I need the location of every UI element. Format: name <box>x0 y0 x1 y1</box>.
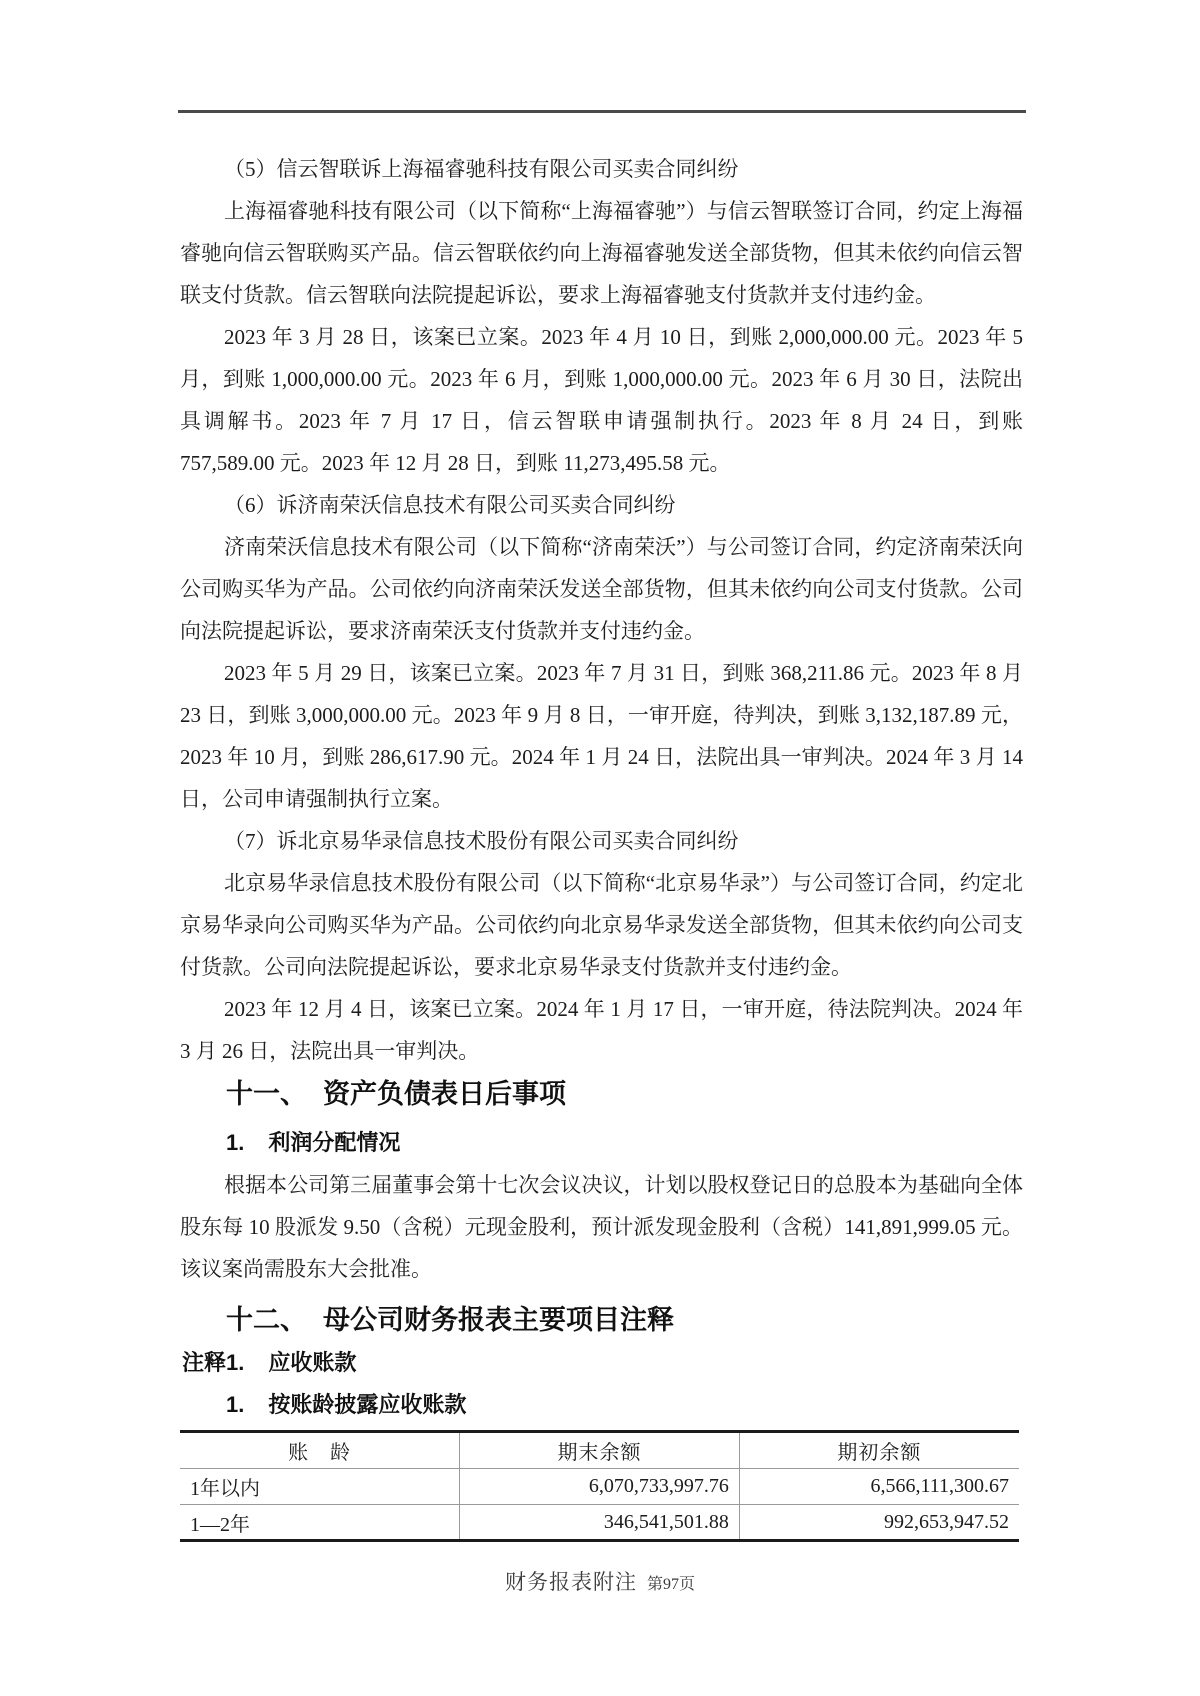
document-content <box>180 148 1023 1542</box>
note-1-subheading <box>180 1342 1023 1384</box>
case-6-heading: （6）诉济南荣沃信息技术有限公司买卖合同纠纷 <box>224 493 676 517</box>
page-footer <box>0 1566 1200 1596</box>
case-6-timeline-paragraph: 2023 年 5 月 29 日，该案已立案。2023 年 7 月 31 日，到账 368,211.86 元。2023 年 8 月 23 日，到账 3,000,000.00 元。2023 年 9 月 8 日，一审开庭，待判决，到账 3,132,187.89 元，2023 年 10 月，到账 286,617.90 元。2024 年 1 月 24 日，法院出具一审判决。2024 年 3 月 14 日，公司申请强制执行立案。 <box>180 661 1023 811</box>
aging-disclosure-subheading <box>180 1384 1023 1426</box>
profit-distribution-subheading <box>180 1122 1023 1164</box>
table-row <box>180 1469 1019 1505</box>
case-5-heading: （5）信云智联诉上海福睿驰科技有限公司买卖合同纠纷 <box>224 157 739 181</box>
opening-balance-value: 992,653,947.52 <box>739 1505 1019 1541</box>
page-number: 第97页 <box>646 1576 695 1593</box>
footer-label: 财务报表附注 <box>504 1570 637 1594</box>
aging-disclosure-number: 1. <box>226 1392 245 1417</box>
column-header-aging: 账 龄 <box>180 1432 460 1469</box>
aging-label: 1年以内 <box>180 1469 460 1505</box>
aging-label: 1—2年 <box>190 1513 250 1536</box>
case-7-paragraph: 北京易华录信息技术股份有限公司（以下简称“北京易华录”）与公司签订合同，约定北京易华录向公司购买华为产品。公司依约向北京易华录发送全部货物，但其未依约向公司支付货款。公司向法院提起诉讼，要求北京易华录支付货款并支付违约金。 <box>180 871 1023 979</box>
case-6-paragraph: 济南荣沃信息技术有限公司（以下简称“济南荣沃”）与公司签订合同，约定济南荣沃向公司购买华为产品。公司依约向济南荣沃发送全部货物，但其未依约向公司支付货款。公司向法院提起诉讼，要求济南荣沃支付货款并支付违约金。 <box>180 535 1023 643</box>
profit-distribution-title: 利润分配情况 <box>268 1130 401 1155</box>
closing-balance-value: 346,541,501.88 <box>460 1505 740 1541</box>
profit-distribution-number: 1. <box>226 1130 245 1155</box>
section-12-number: 十二、 <box>226 1305 307 1335</box>
note-1-title: 应收账款 <box>268 1350 357 1375</box>
aging-disclosure-title: 按账龄披露应收账款 <box>268 1392 467 1417</box>
table-header-row <box>180 1432 1019 1469</box>
case-5-timeline-paragraph: 2023 年 3 月 28 日，该案已立案。2023 年 4 月 10 日，到账 2,000,000.00 元。2023 年 5 月，到账 1,000,000.00 元。2023 年 6 月，到账 1,000,000.00 元。2023 年 6 月 30 日，法院出具调解书。2023 年 7 月 17 日，信云智联申请强制执行。2023 年 8 月 24 日，到账 757,589.00 元。2023 年 12 月 28 日，到账 11,273,495.58 元。 <box>180 325 1023 475</box>
table-row <box>180 1505 1019 1541</box>
case-5-paragraph: 上海福睿驰科技有限公司（以下简称“上海福睿驰”）与信云智联签订合同，约定上海福睿驰向信云智联购买产品。信云智联依约向上海福睿驰发送全部货物，但其未依约向信云智联支付货款。信云智联向法院提起诉讼，要求上海福睿驰支付货款并支付违约金。 <box>180 199 1023 307</box>
section-11-number: 十一、 <box>226 1079 307 1109</box>
note-1-number: 注释1. <box>182 1350 245 1375</box>
section-12-title: 母公司财务报表主要项目注释 <box>323 1305 674 1335</box>
closing-balance-value: 6,070,733,997.76 <box>460 1469 740 1505</box>
section-12-heading <box>180 1298 1023 1342</box>
section-11-title: 资产负债表日后事项 <box>323 1079 566 1109</box>
accounts-receivable-aging-table <box>180 1430 1019 1542</box>
opening-balance-value: 6,566,111,300.67 <box>739 1469 1019 1505</box>
case-7-timeline-paragraph: 2023 年 12 月 4 日，该案已立案。2024 年 1 月 17 日，一审开庭，待法院判决。2024 年 3 月 26 日，法院出具一审判决。 <box>180 997 1023 1063</box>
column-header-opening-balance: 期初余额 <box>739 1432 1019 1469</box>
column-header-closing-balance: 期末余额 <box>460 1432 740 1469</box>
header-rule <box>178 110 1026 113</box>
case-7-heading: （7）诉北京易华录信息技术股份有限公司买卖合同纠纷 <box>224 829 739 853</box>
section-11-heading <box>180 1072 1023 1116</box>
profit-distribution-paragraph: 根据本公司第三届董事会第十七次会议决议，计划以股权登记日的总股本为基础向全体股东每 10 股派发 9.50（含税）元现金股利，预计派发现金股利（含税）141,891,999.05 元。该议案尚需股东大会批准。 <box>180 1173 1023 1281</box>
